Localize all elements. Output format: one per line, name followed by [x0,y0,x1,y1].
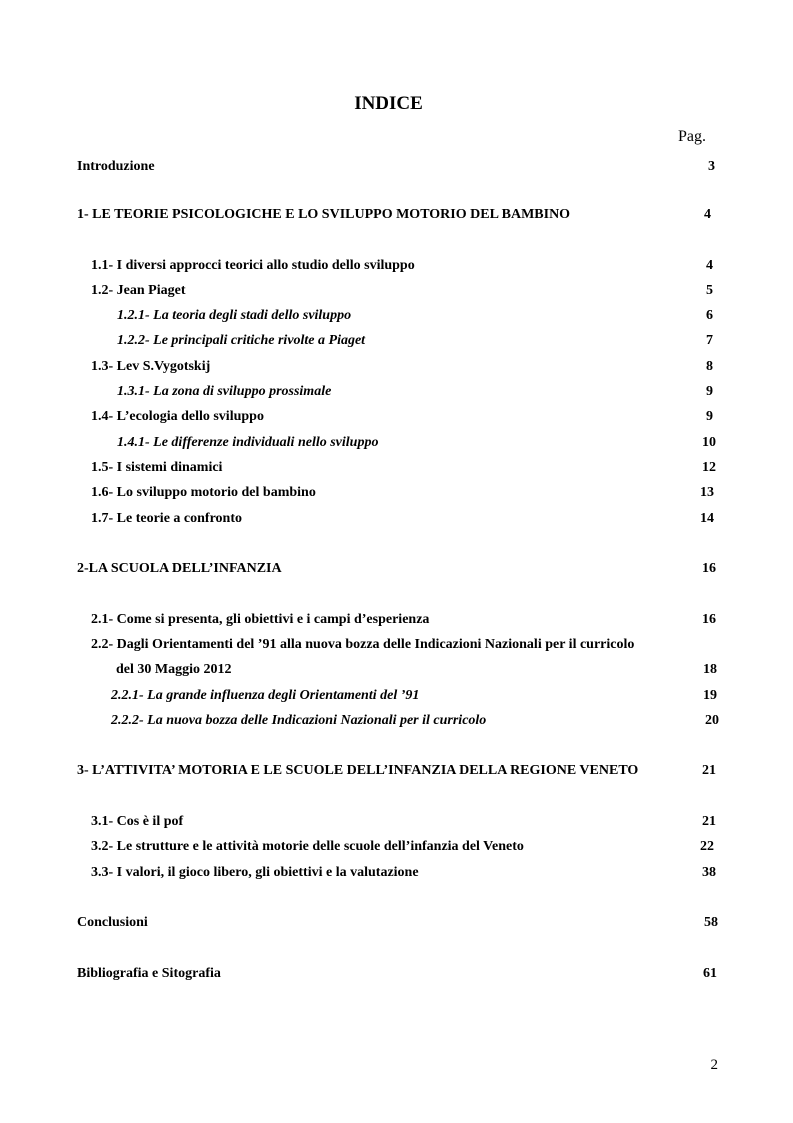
toc-section-2-2-cont: del 30 Maggio 2012 [116,662,232,677]
toc-page-chapter-1: 4 [704,207,711,222]
toc-page-3-2: 22 [700,839,714,854]
toc-page-1-6: 13 [700,485,714,500]
toc-subsection-1-2-1: 1.2.1- La teoria degli stadi dello sviluppo [117,308,352,323]
toc-page-2-2-1: 19 [703,688,717,703]
toc-section-1-1: 1.1- I diversi approcci teorici allo studio dello sviluppo [91,258,415,273]
toc-page-1-2-2: 7 [706,333,713,348]
toc-page-chapter-3: 21 [702,763,716,778]
page-column-label: Pag. [678,128,706,145]
toc-page-1-3-1: 9 [706,384,713,399]
toc-section-1-5: 1.5- I sistemi dinamici [91,460,223,475]
toc-section-1-7: 1.7- Le teorie a confronto [91,511,242,526]
toc-page-conclusioni: 58 [704,915,718,930]
toc-subsection-2-2-2: 2.2.2- La nuova bozza delle Indicazioni Nazionali per il curricolo [111,713,487,728]
toc-page-bibliografia: 61 [703,966,717,981]
toc-page-1-4-1: 10 [702,435,716,450]
toc-section-1-4: 1.4- L’ecologia dello sviluppo [91,409,264,424]
toc-section-2-2: 2.2- Dagli Orientamenti del ’91 alla nuova bozza delle Indicazioni Nazionali per il curricolo [91,637,635,652]
toc-section-3-1: 3.1- Cos è il pof [91,814,184,829]
page-number: 2 [710,1057,718,1073]
toc-page-1-2: 5 [706,283,713,298]
toc-page-3-1: 21 [702,814,716,829]
toc-entry-introduzione: Introduzione [77,159,155,174]
toc-section-1-2: 1.2- Jean Piaget [91,283,186,298]
toc-page-1-1: 4 [706,258,713,273]
toc-entry-bibliografia: Bibliografia e Sitografia [77,966,221,981]
toc-page-1-4: 9 [706,409,713,424]
page-title: INDICE [354,93,423,114]
toc-page-2-2: 18 [703,662,717,677]
toc-subsection-2-2-1: 2.2.1- La grande influenza degli Orientamenti del ’91 [111,688,420,703]
toc-section-1-6: 1.6- Lo sviluppo motorio del bambino [91,485,316,500]
toc-chapter-3: 3- L’ATTIVITA’ MOTORIA E LE SCUOLE DELL’INFANZIA DELLA REGIONE VENETO [77,763,639,778]
toc-page-1-3: 8 [706,359,713,374]
toc-page-3-3: 38 [702,865,716,880]
toc-page-1-7: 14 [700,511,714,526]
toc-chapter-1: 1- LE TEORIE PSICOLOGICHE E LO SVILUPPO MOTORIO DEL BAMBINO [77,207,571,222]
toc-page-2-2-2: 20 [705,713,719,728]
toc-chapter-2: 2-LA SCUOLA DELL’INFANZIA [77,561,282,576]
toc-subsection-1-4-1: 1.4.1- Le differenze individuali nello sviluppo [117,435,379,450]
toc-section-3-3: 3.3- I valori, il gioco libero, gli obiettivi e la valutazione [91,865,419,880]
toc-page-1-5: 12 [702,460,716,475]
toc-page-introduzione: 3 [708,159,715,174]
toc-section-2-1: 2.1- Come si presenta, gli obiettivi e i campi d’esperienza [91,612,430,627]
toc-page-chapter-2: 16 [702,561,716,576]
toc-entry-conclusioni: Conclusioni [77,915,148,930]
toc-section-3-2: 3.2- Le strutture e le attività motorie delle scuole dell’infanzia del Veneto [91,839,524,854]
toc-section-1-3: 1.3- Lev S.Vygotskij [91,359,211,374]
toc-page-1-2-1: 6 [706,308,713,323]
toc-page-2-1: 16 [702,612,716,627]
toc-subsection-1-2-2: 1.2.2- Le principali critiche rivolte a Piaget [117,333,366,348]
toc-subsection-1-3-1: 1.3.1- La zona di sviluppo prossimale [117,384,332,399]
